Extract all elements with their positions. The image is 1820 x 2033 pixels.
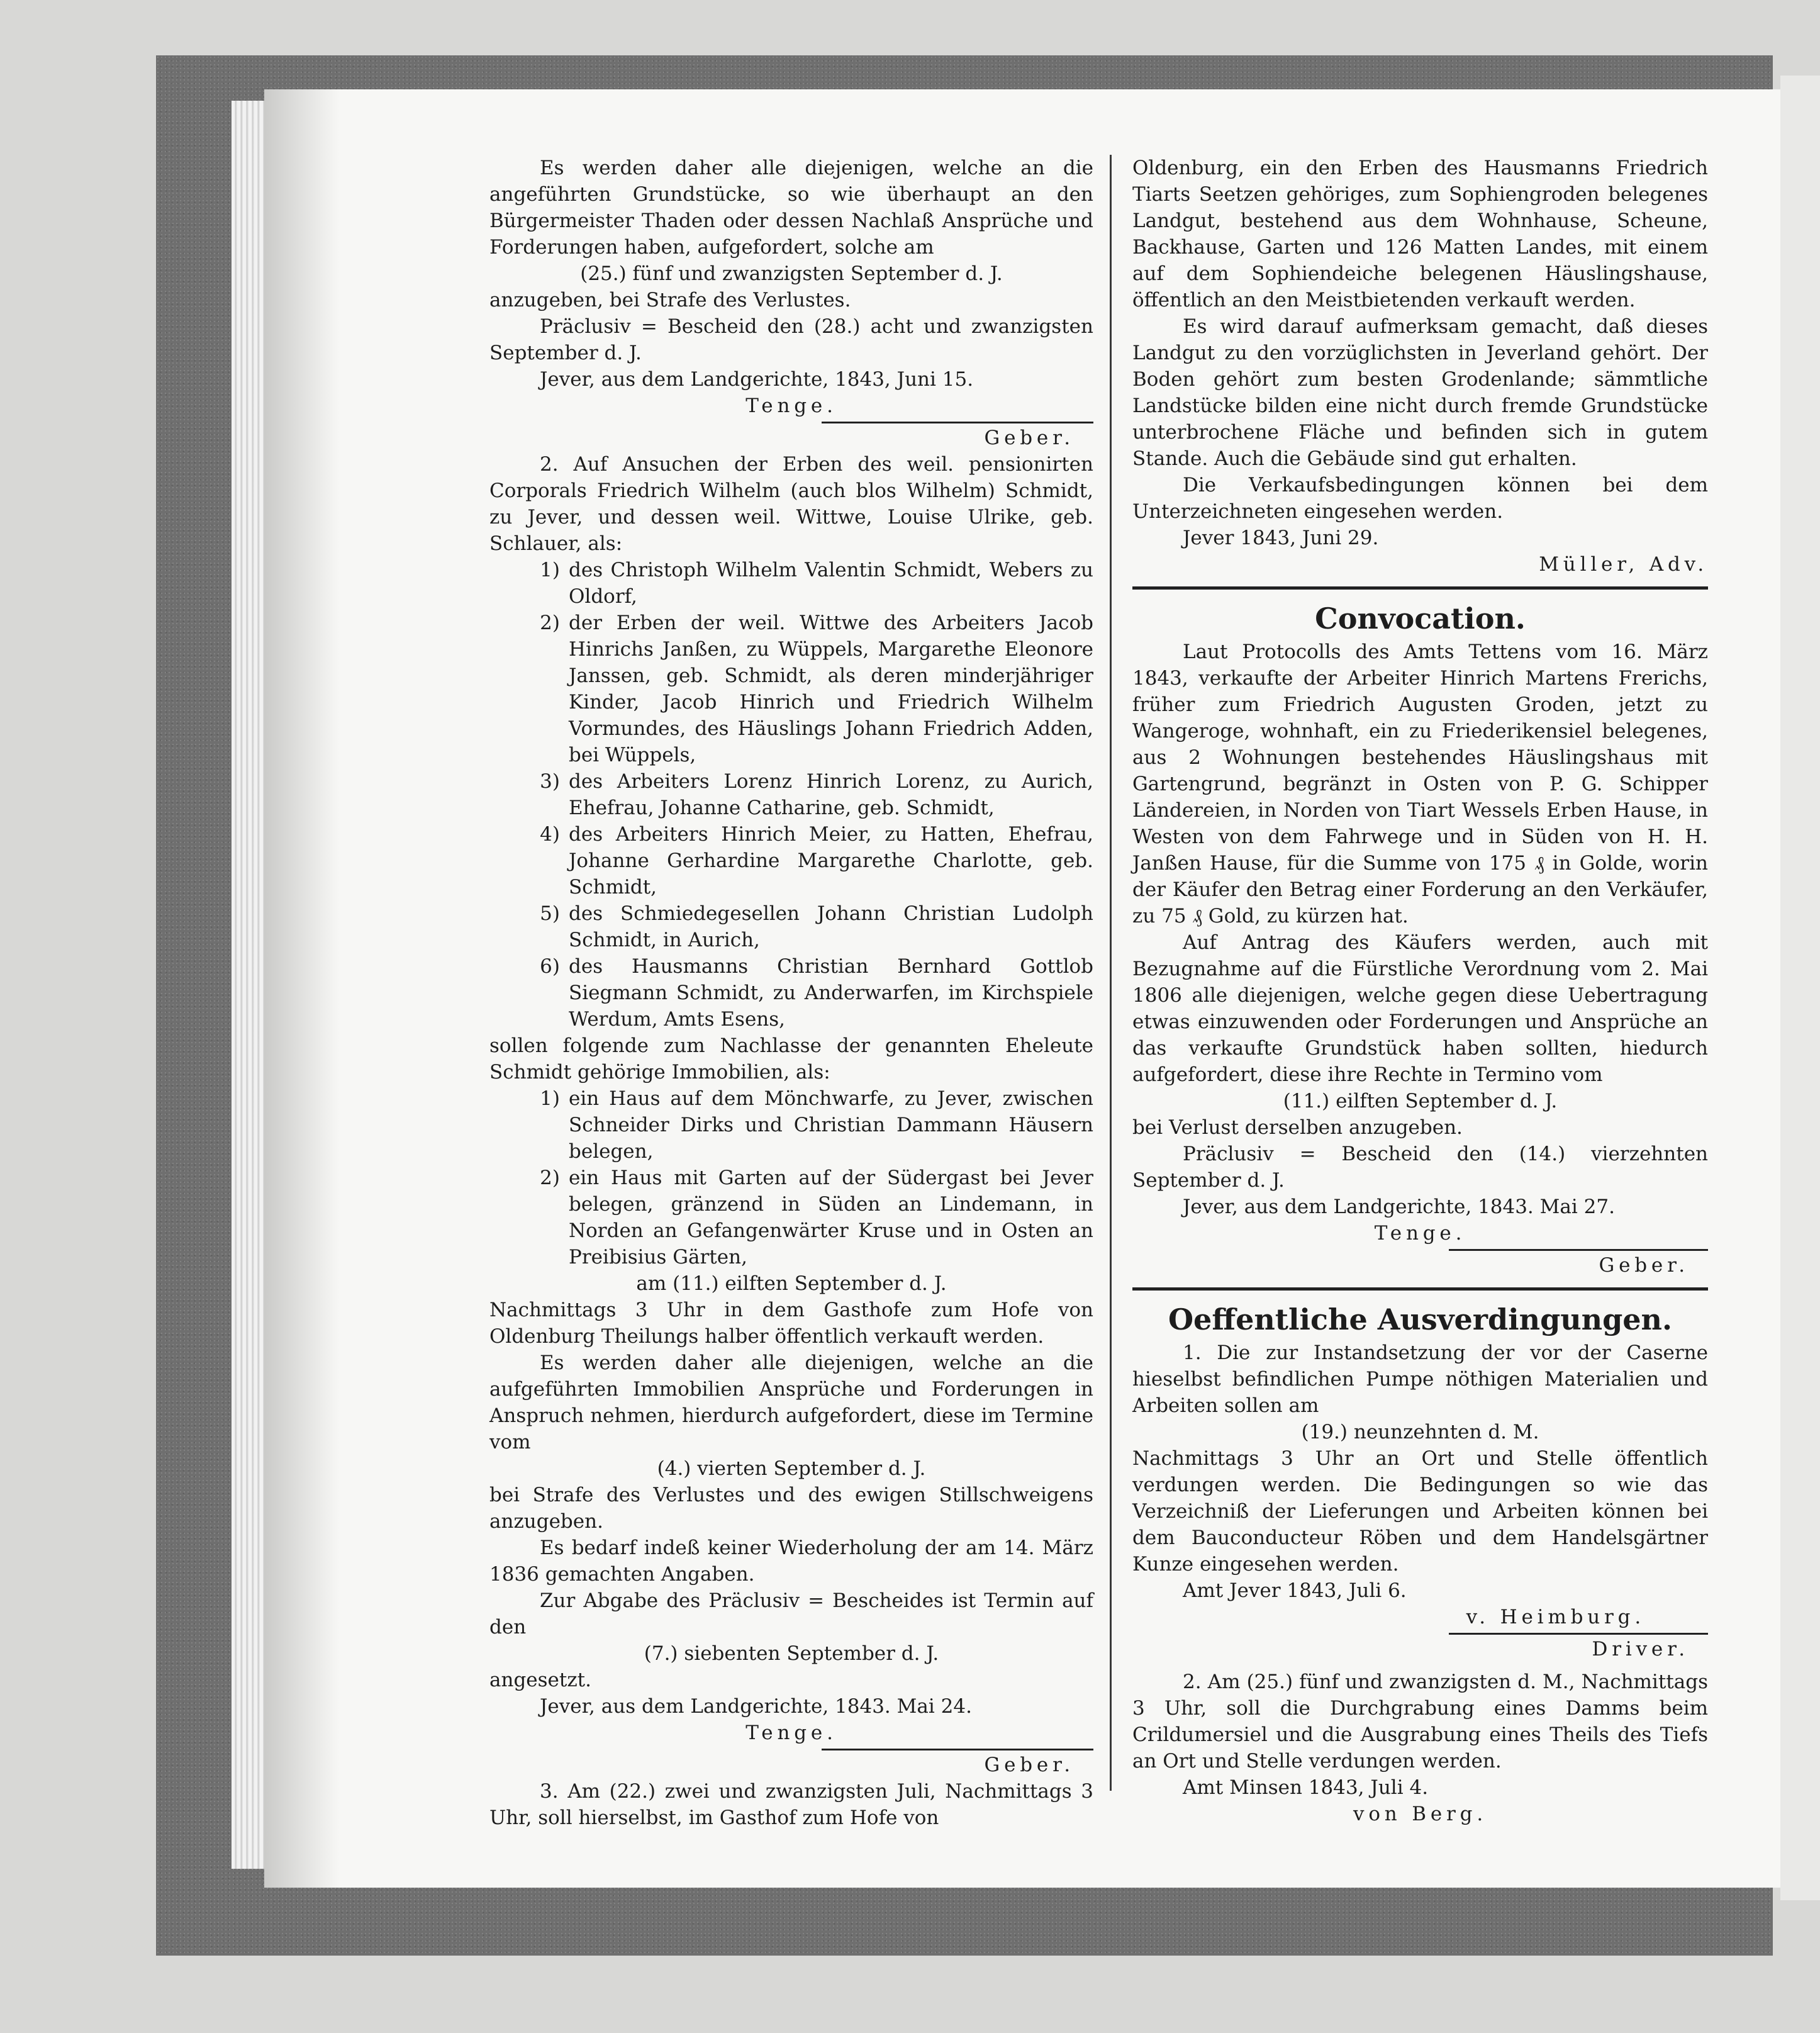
list-item: [489, 610, 1093, 768]
list-number: 2): [540, 1167, 560, 1189]
list-text: ein Haus mit Garten auf der Südergast bei Jever belegen, gränzend in Süden an Lindemann, in Norden an Gefangenwärter Kruse und in Osten an Preibisius Gärten,: [569, 1167, 1093, 1269]
paragraph: 2. Am (25.) fünf und zwanzigsten d. M., Nachmittags 3 Uhr, soll die Durchgrabung eines Damms beim Crildumersiel und die Ausgrabung eines Theils des Tiefs an Ort und Stelle verdungen werden.: [1132, 1671, 1708, 1773]
paragraph: 2. Auf Ansuchen der Erben des weil. pensionirten Corporals Friedrich Wilhelm (auch blos Wilhelm) Schmidt, zu Jever, und dessen weil. Wittwe, Louise Ulrike, geb. Schlauer, als:: [489, 453, 1093, 555]
list-text: ein Haus auf dem Mönchwarfe, zu Jever, zwischen Schneider Dirks und Christian Dammann Häusern belegen,: [569, 1087, 1093, 1163]
list-item: [489, 1165, 1093, 1270]
date-line: (11.) eilften September d. J.: [1283, 1090, 1558, 1112]
column-divider: [1110, 155, 1112, 1791]
paragraph: Nachmittags 3 Uhr an Ort und Stelle öffentlich verdungen werden. Die Bedingungen so wie das Verzeichniß der Lieferungen und Arbeiten können bei dem Bauconducteur Röben und dem Handelsgärtner Kunze eingesehen werden.: [1132, 1447, 1708, 1576]
paragraph: Oldenburg, ein den Erben des Hausmanns Friedrich Tiarts Seetzen gehöriges, zum Sophiengroden belegenes Landgut, bestehend aus dem Wohnhause, Scheune, Backhause, Garten und 126 Matten Landes, mit einem auf dem Sophiendeiche belegenen Häuslingshause, öffentlich an den Meistbietenden verkauft werden.: [1132, 157, 1708, 311]
date-line: am (11.) eilften September d. J.: [636, 1272, 947, 1295]
date-line: (4.) vierten September d. J.: [657, 1457, 926, 1480]
paragraph: anzugeben, bei Strafe des Verlustes.: [489, 289, 851, 311]
place-date: Amt Minsen 1843, Juli 4.: [1183, 1776, 1429, 1799]
signature: Müller, Adv.: [1539, 553, 1708, 576]
next-page-edge: [1780, 76, 1820, 1900]
place-date: Jever 1843, Juni 29.: [1183, 527, 1379, 549]
list-number: 6): [540, 955, 560, 978]
section-rule: [1132, 1287, 1708, 1291]
list-number: 5): [540, 902, 560, 925]
signature: Tenge.: [1374, 1222, 1466, 1245]
list-number: 1): [540, 559, 560, 581]
signature: Tenge.: [745, 1722, 837, 1744]
list-text: des Arbeiters Lorenz Hinrich Lorenz, zu Aurich, Ehefrau, Johanne Catharine, geb. Schmidt,: [569, 770, 1093, 819]
section-heading: Oeffentliche Ausverdingungen.: [1168, 1302, 1673, 1336]
paragraph: Präclusiv = Bescheid den (28.) acht und zwanzigsten September d. J.: [489, 315, 1093, 364]
list-text: der Erben der weil. Wittwe des Arbeiters Jacob Hinrichs Janßen, zu Wüppels, Margarethe Eleonore Janssen, geb. Schmidt, als deren minderjähriger Kinder, Jacob Hinrich und Friedrich Wilhelm Vormundes, des Häuslings Johann Friedrich Adden, bei Wüppels,: [569, 612, 1093, 766]
right-column: [1132, 155, 1708, 1827]
list-text: des Hausmanns Christian Bernhard Gottlob Siegmann Schmidt, zu Anderwarfen, im Kirchspiele Werdum, Amts Esens,: [569, 955, 1093, 1031]
list-text: des Arbeiters Hinrich Meier, zu Hatten, Ehefrau, Johanne Gerhardine Margarethe Charlotte, geb. Schmidt,: [569, 823, 1093, 899]
short-rule: [1449, 1633, 1708, 1635]
date-line: (19.) neunzehnten d. M.: [1301, 1421, 1539, 1443]
list-item: [489, 557, 1093, 610]
left-column: [489, 155, 1093, 1831]
paragraph: Präclusiv = Bescheid den (14.) vierzehnten September d. J.: [1132, 1143, 1708, 1192]
signature: Geber.: [1599, 1254, 1689, 1277]
paragraph: 1. Die zur Instandsetzung der vor der Caserne hieselbst befindlichen Pumpe nöthigen Materialien und Arbeiten sollen am: [1132, 1341, 1708, 1417]
paragraph: Auf Antrag des Käufers werden, auch mit Bezugnahme auf die Fürstliche Verordnung vom 2. Mai 1806 alle diejenigen, welche gegen diese Uebertragung etwas einzuwenden oder Forderungen und Ansprüche an das verkaufte Grundstück haben sollten, hiedurch aufgefordert, diese ihre Rechte in Termino vom: [1132, 931, 1708, 1086]
signature: Driver.: [1592, 1638, 1689, 1661]
list-number: 3): [540, 770, 560, 793]
short-rule: [822, 422, 1093, 423]
signature: Geber.: [984, 427, 1075, 449]
list-item: [489, 953, 1093, 1033]
short-rule: [822, 1749, 1093, 1750]
date-line: (25.) fünf und zwanzigsten September d. J.: [580, 262, 1003, 285]
paragraph: Es werden daher alle diejenigen, welche an die aufgeführten Immobilien Ansprüche und Forderungen in Anspruch nehmen, hierdurch aufgefordert, diese im Termine vom: [489, 1352, 1093, 1453]
place-date: Jever, aus dem Landgerichte, 1843. Mai 27.: [1183, 1196, 1615, 1218]
list-item: [489, 900, 1093, 953]
signature: Tenge.: [745, 395, 837, 417]
list-number: 2): [540, 612, 560, 634]
paragraph: Die Verkaufsbedingungen können bei dem Unterzeichneten eingesehen werden.: [1132, 474, 1708, 523]
place-date: Jever, aus dem Landgerichte, 1843. Mai 24.: [540, 1695, 972, 1718]
place-date: Jever, aus dem Landgerichte, 1843, Juni 15.: [540, 368, 974, 391]
paragraph: Es werden daher alle diejenigen, welche an die angeführten Grundstücke, so wie überhaupt an den Bürgermeister Thaden oder dessen Nachlaß Ansprüche und Forderungen haben, aufgefordert, solche am: [489, 157, 1093, 259]
list-item: [489, 768, 1093, 821]
list-text: des Schmiedegesellen Johann Christian Ludolph Schmidt, in Aurich,: [569, 902, 1093, 951]
list-item: [489, 1085, 1093, 1165]
paragraph: bei Strafe des Verlustes und des ewigen Stillschweigens anzugeben.: [489, 1484, 1093, 1533]
list-item: [489, 821, 1093, 900]
paragraph: sollen folgende zum Nachlasse der genannten Eheleute Schmidt gehörige Immobilien, als:: [489, 1034, 1093, 1084]
paragraph: bei Verlust derselben anzugeben.: [1132, 1116, 1463, 1139]
list-number: 4): [540, 823, 560, 846]
paragraph: Nachmittags 3 Uhr in dem Gasthofe zum Hofe von Oldenburg Theilungs halber öffentlich verkauft werden.: [489, 1299, 1093, 1348]
list-text: des Christoph Wilhelm Valentin Schmidt, Webers zu Oldorf,: [569, 559, 1093, 608]
spacer: [1132, 1662, 1708, 1669]
signature: v. Heimburg.: [1466, 1606, 1645, 1628]
signature: von Berg.: [1353, 1803, 1488, 1825]
paragraph: angesetzt.: [489, 1669, 591, 1691]
list-number: 1): [540, 1087, 560, 1110]
paragraph: Es wird darauf aufmerksam gemacht, daß dieses Landgut zu den vorzüglichsten in Jeverland gehört. Der Boden gehört zum besten Grodenlande; sämmtliche Landstücke bilden eine nicht durch fremde Grundstücke unterbrochene Fläche und befinden sich in gutem Stande. Auch die Gebäude sind gut erhalten.: [1132, 315, 1708, 470]
signature: Geber.: [984, 1754, 1075, 1776]
paragraph: Zur Abgabe des Präclusiv = Bescheides ist Termin auf den: [489, 1589, 1093, 1638]
paragraph: Es bedarf indeß keiner Wiederholung der am 14. März 1836 gemachten Angaben.: [489, 1537, 1093, 1586]
paragraph: 3. Am (22.) zwei und zwanzigsten Juli, Nachmittags 3 Uhr, soll hierselbst, im Gasthof zum Hofe von: [489, 1780, 1093, 1829]
section-rule: [1132, 586, 1708, 590]
section-heading: Convocation.: [1315, 602, 1526, 636]
date-line: (7.) siebenten September d. J.: [644, 1642, 939, 1665]
place-date: Amt Jever 1843, Juli 6.: [1183, 1579, 1407, 1602]
paragraph: Laut Protocolls des Amts Tettens vom 16. März 1843, verkaufte der Arbeiter Hinrich Martens Frerichs, früher zum Friedrich Augusten Groden, jetzt zu Wangeroge, wohnhaft, ein zu Friederikensiel belegenes, aus 2 Wohnungen bestehendes Häuslingshaus mit Gartengrund, begränzt in Osten von P. G. Schipper Ländereien, in Norden von Tiart Wessels Erben Hause, in Westen von dem Fahrwege und in Süden von H. H. Janßen Hause, für die Summe von 175 ₰ in Golde, worin der Käufer den Betrag einer Forderung an den Verkäufer, zu 75 ₰ Gold, zu kürzen hat.: [1132, 641, 1708, 927]
short-rule: [1449, 1249, 1708, 1251]
